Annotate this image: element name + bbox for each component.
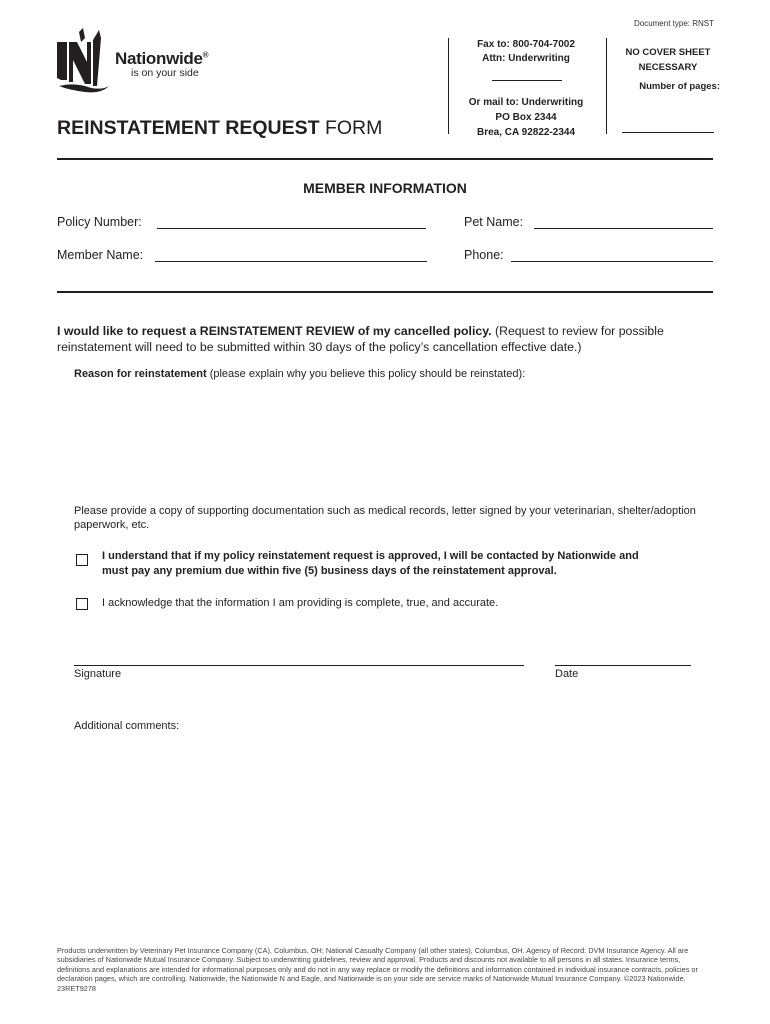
- phone-label: Phone:: [464, 248, 504, 262]
- reason-hint: (please explain why you believe this policy should be reinstated):: [206, 368, 526, 380]
- page-title-light: FORM: [324, 117, 383, 139]
- member-information-title: MEMBER INFORMATION: [303, 180, 467, 196]
- additional-comments-area[interactable]: [74, 738, 714, 928]
- brand-name-text: Nationwide: [115, 49, 203, 68]
- page-title: [57, 117, 382, 140]
- member-section-rule: [57, 291, 713, 293]
- pet-name-label: Pet Name:: [464, 215, 524, 229]
- approval-acknowledgement-text: [102, 549, 722, 579]
- reason-prompt: [74, 368, 525, 380]
- reason-text-area[interactable]: [74, 386, 714, 496]
- legal-footer: Products underwritten by Veterinary Pet Insurance Company (CA), Columbus, OH; National Casualty Company (all other states), Columbus, OH. Agency of Record: DVM Insurance Agency. All are subsidiaries of Nationwide Mutual Insurance Company. Subject to underwriting guidelines, review and approval. Products and discounts not available to all persons in all states. Insurance terms, definitions and explanations are intended for informational purposes only and do not in any way replace or modify the definitions and information contained in individual insurance contracts, policies or declaration pages, which are controlling. Nationwide, the Nationwide N and Eagle, and Nationwide is on your side are service marks of Nationwide Mutual Insurance Company. ©2023 Nationwide. 23RET9278: [57, 946, 698, 993]
- accuracy-acknowledgement-text: I acknowledge that the information I am providing is complete, true, and accurate.: [102, 597, 499, 609]
- approval-line-2: must pay any premium due within five (5) business days of the reinstatement approval.: [102, 565, 557, 577]
- document-type-label: Document type: RNST: [633, 19, 714, 28]
- additional-comments-label: Additional comments:: [74, 720, 180, 732]
- phone-field[interactable]: [511, 261, 713, 262]
- policy-number-label: Policy Number:: [57, 215, 142, 229]
- no-cover-sheet-note: [613, 45, 723, 75]
- member-name-label: Member Name:: [57, 248, 144, 262]
- date-label: Date: [555, 668, 579, 680]
- number-of-pages-label: Number of pages:: [639, 81, 720, 92]
- request-detail-text: (Request to review for possible reinstatement will need to be submitted within 30 days of the policy’s cancellation effective date.): [57, 324, 664, 354]
- fax-attention: Attn: Underwriting: [482, 53, 570, 64]
- cover-line-1: NO COVER SHEET: [625, 47, 711, 58]
- request-bold-text: I would like to request a REINSTATEMENT REVIEW of my cancelled policy.: [57, 324, 492, 338]
- mail-to: Or mail to: Underwriting: [468, 97, 584, 108]
- signature-field[interactable]: [74, 665, 524, 666]
- pet-name-field[interactable]: [534, 228, 713, 229]
- reason-label: Reason for reinstatement: [74, 368, 207, 380]
- mail-info: [452, 95, 600, 140]
- mail-po-box: PO Box 2344: [495, 112, 557, 123]
- nationwide-eagle-logo-icon: [55, 28, 111, 94]
- header-divider-right: [606, 38, 607, 134]
- supporting-documents-note: Please provide a copy of supporting documentation such as medical records, letter signed by your veterinarian, shelter/adoption paperwork, etc.: [74, 505, 696, 531]
- fax-info: [452, 38, 600, 66]
- page-title-bold: REINSTATEMENT REQUEST: [57, 117, 320, 139]
- brand-tagline: is on your side: [131, 67, 199, 79]
- accuracy-acknowledgement-checkbox[interactable]: [76, 598, 88, 610]
- cover-line-2: NECESSARY: [638, 62, 698, 73]
- date-field[interactable]: [555, 665, 691, 666]
- brand-name: [115, 49, 208, 69]
- signature-label: Signature: [74, 668, 122, 680]
- header-divider-left: [448, 38, 449, 134]
- mail-city: Brea, CA 92822-2344: [476, 127, 576, 138]
- header-rule: [57, 158, 713, 160]
- approval-acknowledgement-checkbox[interactable]: [76, 554, 88, 566]
- registered-mark: ®: [202, 50, 209, 60]
- policy-number-field[interactable]: [157, 228, 426, 229]
- approval-line-1: I understand that if my policy reinstatement request is approved, I will be contacted by Nationwide and: [102, 550, 639, 562]
- number-of-pages-field[interactable]: [622, 132, 714, 133]
- contact-divider: [492, 80, 562, 81]
- member-name-field[interactable]: [155, 261, 427, 262]
- reinstatement-request-statement: [57, 323, 717, 355]
- fax-number: Fax to: 800-704-7002: [477, 39, 575, 50]
